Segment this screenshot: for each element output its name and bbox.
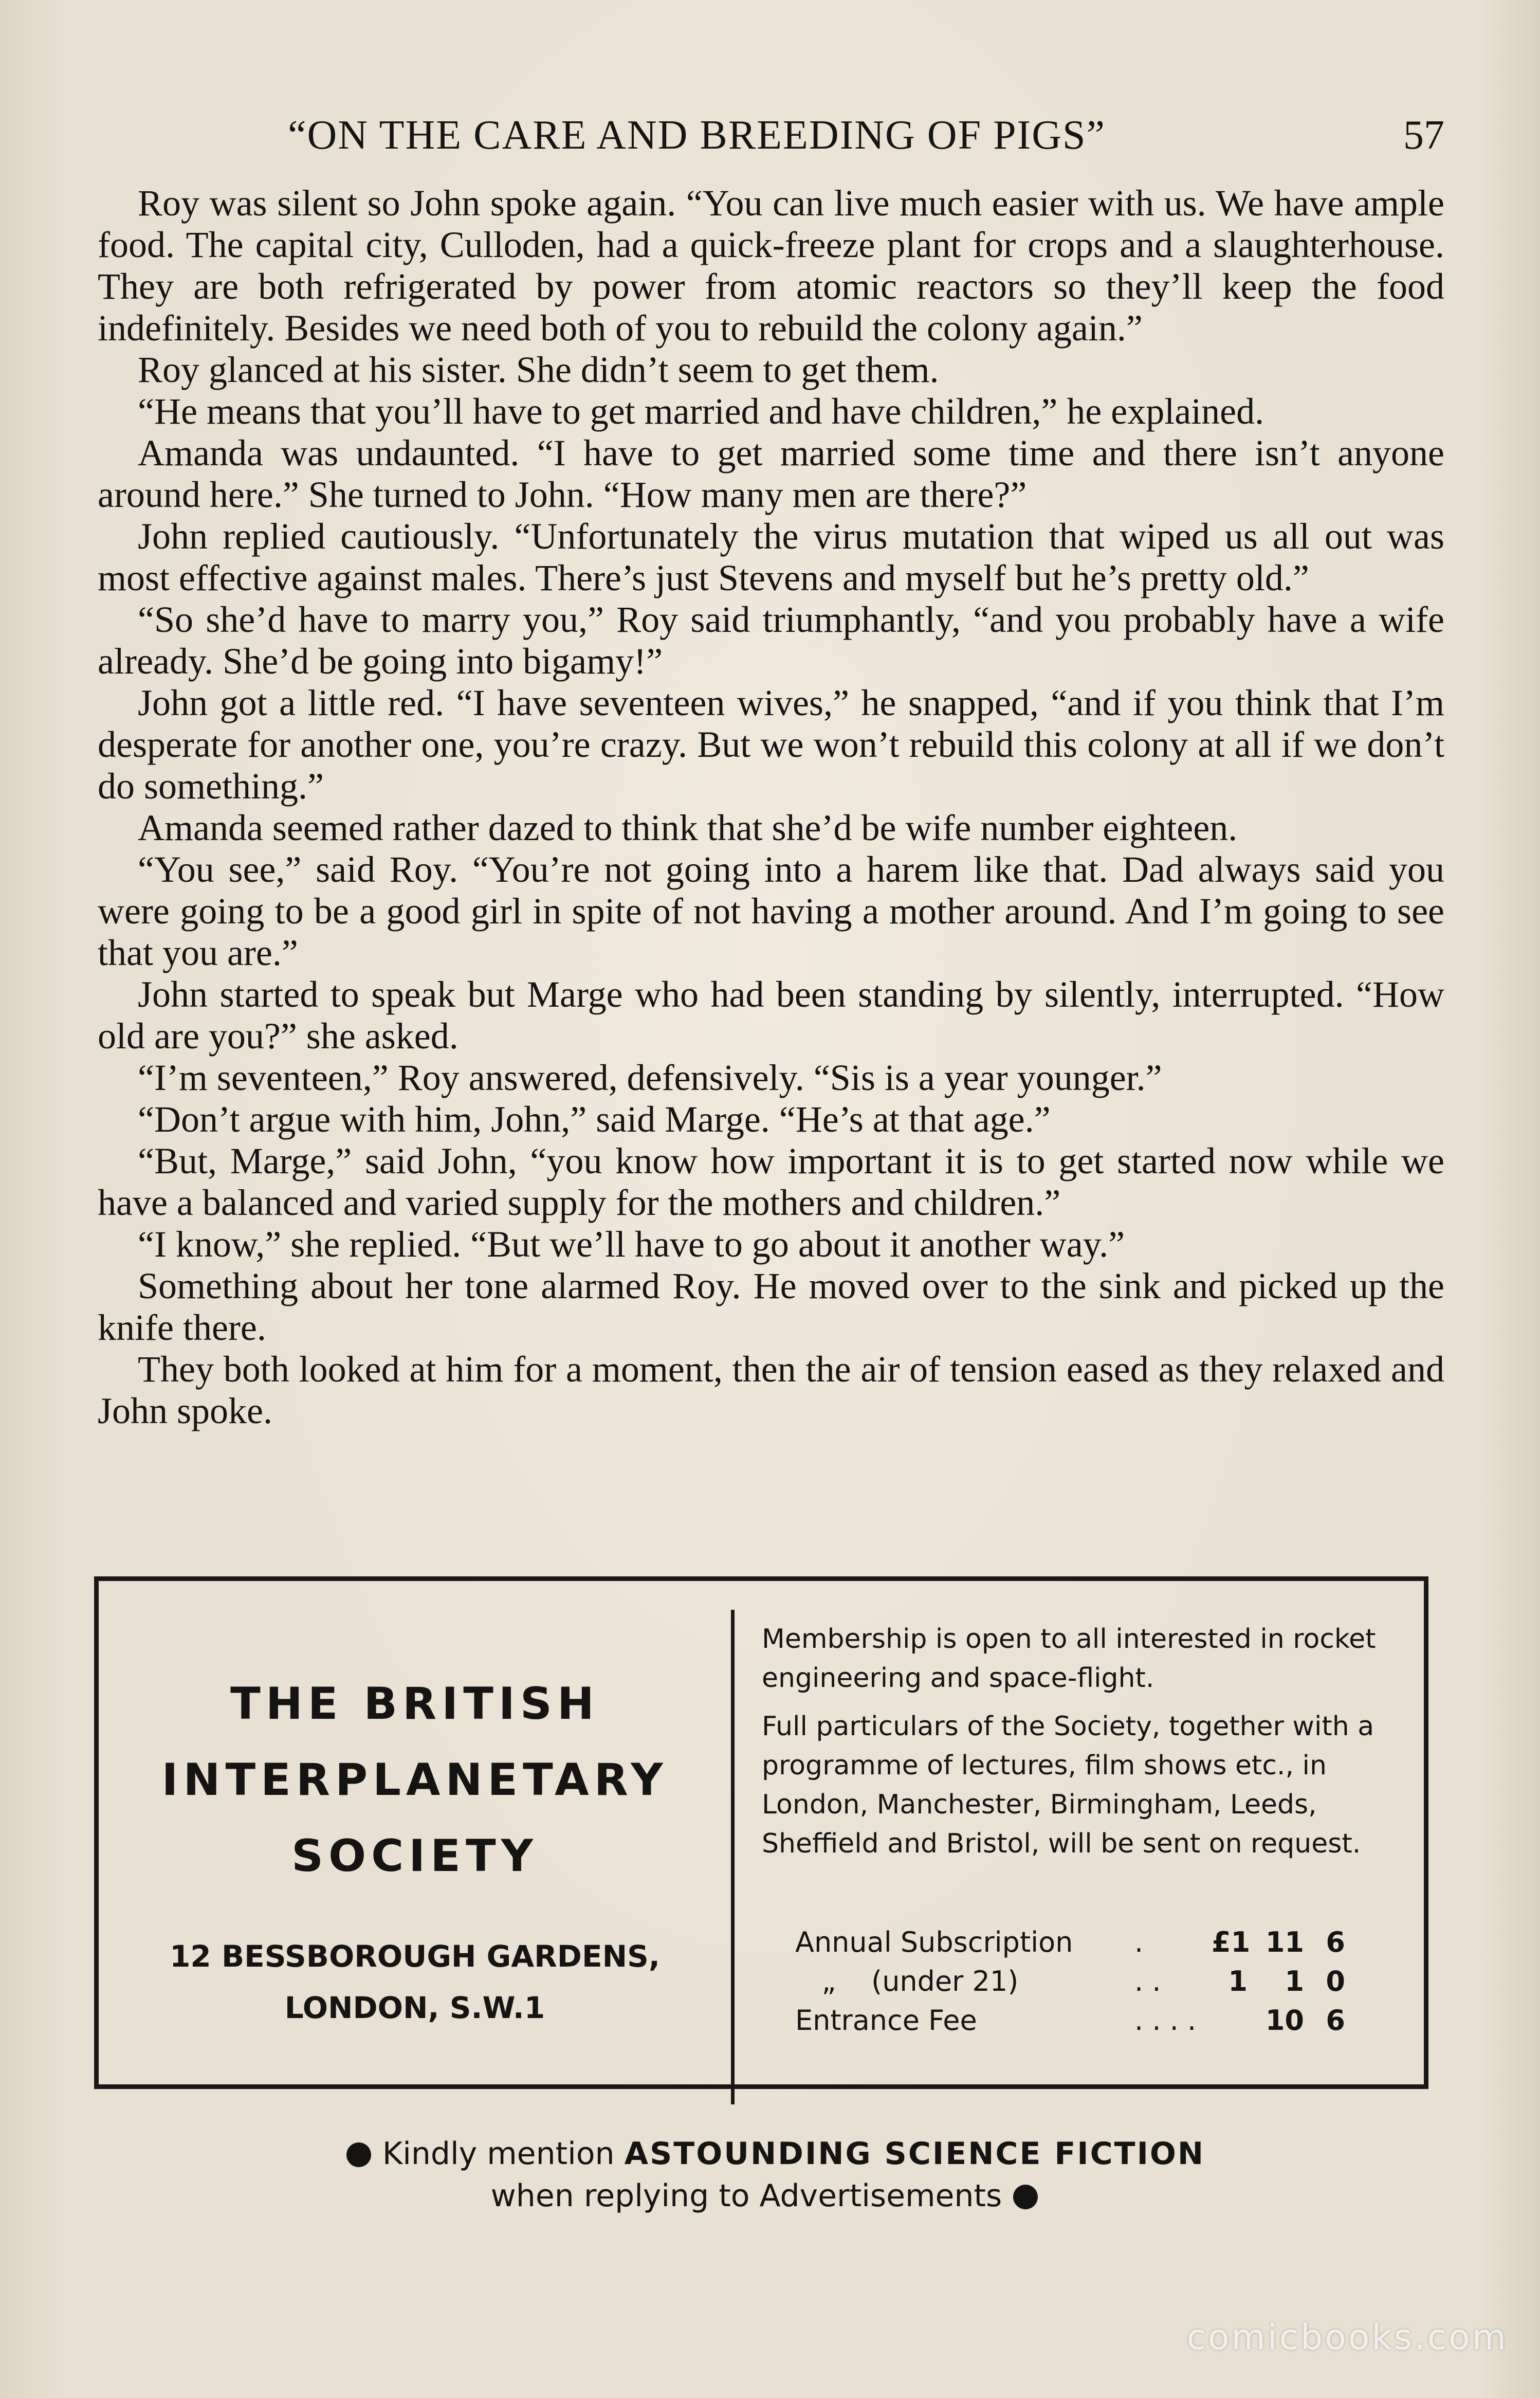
paragraph: Roy was silent so John spoke again. “You can live much easier with us. We have ample food. The capital city, Culloden, had a quick-freeze plant for crops and a slaughterhouse. They are both refrigerated by power from atomic reactors so they’ll keep the food indefinitely. Besides we need both of you to rebuild the colony again.” (98, 183, 1444, 349)
fee-pence: 6 (1326, 1926, 1345, 1958)
subscription-row (795, 1923, 1345, 1962)
leader-dots: . . (1134, 1965, 1161, 1997)
paragraph: “But, Marge,” said John, “you know how important it is to get started now while we have a balanced and varied supply for the mothers and children.” (98, 1140, 1444, 1223)
bullet-icon (346, 2142, 371, 2167)
society-advertisement (94, 1576, 1428, 2089)
fee-label: „ (under 21) (795, 1965, 1019, 1997)
fee-pounds: £1 (1212, 1926, 1251, 1958)
paragraph: “I’m seventeen,” Roy answered, defensively. “Sis is a year younger.” (138, 1057, 1162, 1098)
fee-label: Entrance Fee (795, 2004, 977, 2037)
paragraph: They both looked at him for a moment, then the air of tension eased as they relaxed and John spoke. (98, 1349, 1444, 1431)
fee-shillings: 10 (1265, 2004, 1304, 2037)
fee-shillings: 11 (1265, 1926, 1304, 1958)
subscription-row (795, 1962, 1345, 2001)
fee-pounds: 1 (1228, 1965, 1248, 1997)
fee-shillings: 1 (1285, 1965, 1304, 1997)
paragraph: “So she’d have to marry you,” Roy said triumphantly, “and you probably have a wife already. She’d be going into bigamy!” (98, 599, 1444, 682)
address-line: 12 BESSBOROUGH GARDENS, (170, 1939, 660, 1974)
paragraph: John got a little red. “I have seventeen wives,” he snapped, “and if you think that I’m desperate for another one, you’re crazy. But we won’t rebuild this colony at all if we don’t do something.” (98, 682, 1444, 807)
footer-line-2 (0, 2175, 1540, 2217)
membership-text: Membership is open to all interested in rocket engineering and space-flight. (762, 1624, 1376, 1694)
paragraph: “You see,” said Roy. “You’re not going into a harem like that. Dad always said you were going to be a good girl in spite of not having a mother around. And I’m going to see that you are.” (98, 849, 1444, 973)
ad-right-panel (762, 1620, 1397, 1873)
footer-prefix: Kindly mention (382, 2136, 615, 2172)
leader-dots: . . . . (1134, 2004, 1197, 2037)
paragraph: Amanda was undaunted. “I have to get married some time and there isn’t anyone around here.” She turned to John. “How many men are there?” (98, 432, 1444, 515)
fee-pence: 6 (1326, 2004, 1345, 2037)
address-line: LONDON, S.W.1 (284, 1990, 545, 2025)
fee-label: Annual Subscription (795, 1926, 1073, 1958)
paragraph: “I know,” she replied. “But we’ll have to go about it another way.” (138, 1224, 1125, 1265)
bullet-icon (1013, 2185, 1038, 2209)
society-name-line: THE BRITISH (230, 1678, 599, 1730)
subscription-table (795, 1923, 1345, 2040)
ad-left-panel (99, 1581, 731, 2084)
footer-notice (0, 2133, 1540, 2217)
story-title: “ON THE CARE AND BREEDING OF PIGS” (288, 113, 1106, 158)
paragraph: “Don’t argue with him, John,” said Marge. “He’s at that age.” (138, 1099, 1051, 1140)
paragraph: “He means that you’ll have to get married and have children,” he explained. (138, 391, 1264, 432)
paragraph: Something about her tone alarmed Roy. He moved over to the sink and picked up the knife there. (98, 1265, 1444, 1348)
magazine-name: ASTOUNDING SCIENCE FICTION (624, 2136, 1205, 2172)
story-body (98, 183, 1444, 1432)
subscription-row (795, 2001, 1345, 2040)
society-address (99, 1931, 731, 2033)
society-name-line: INTERPLANETARY (161, 1754, 668, 1806)
society-name-line: SOCIETY (291, 1830, 538, 1882)
running-header (98, 112, 1444, 169)
footer-line-1 (0, 2133, 1540, 2175)
leader-dots: . (1134, 1926, 1144, 1958)
fee-pence: 0 (1326, 1965, 1345, 1997)
page-number: 57 (1403, 113, 1444, 158)
ad-divider (731, 1610, 735, 2104)
paragraph: Amanda seemed rather dazed to think that she’d be wife number eighteen. (138, 807, 1238, 848)
footer-line-2-text: when replying to Advertisements (490, 2178, 1002, 2214)
paragraph: Roy glanced at his sister. She didn’t seem to get them. (138, 349, 939, 390)
paragraph: John started to speak but Marge who had been standing by silently, interrupted. “How old are you?” she asked. (98, 974, 1444, 1057)
site-watermark: comicbooks.com (1186, 2317, 1508, 2358)
paragraph: John replied cautiously. “Unfortunately the virus mutation that wiped us all out was most effective against males. There’s just Stevens and myself but he’s pretty old.” (98, 516, 1444, 598)
particulars-text: Full particulars of the Society, together with a programme of lectures, film shows etc., in London, Manchester, Birmingham, Leeds, Sheffield and Bristol, will be sent on request. (762, 1711, 1374, 1859)
society-name (99, 1666, 731, 1894)
